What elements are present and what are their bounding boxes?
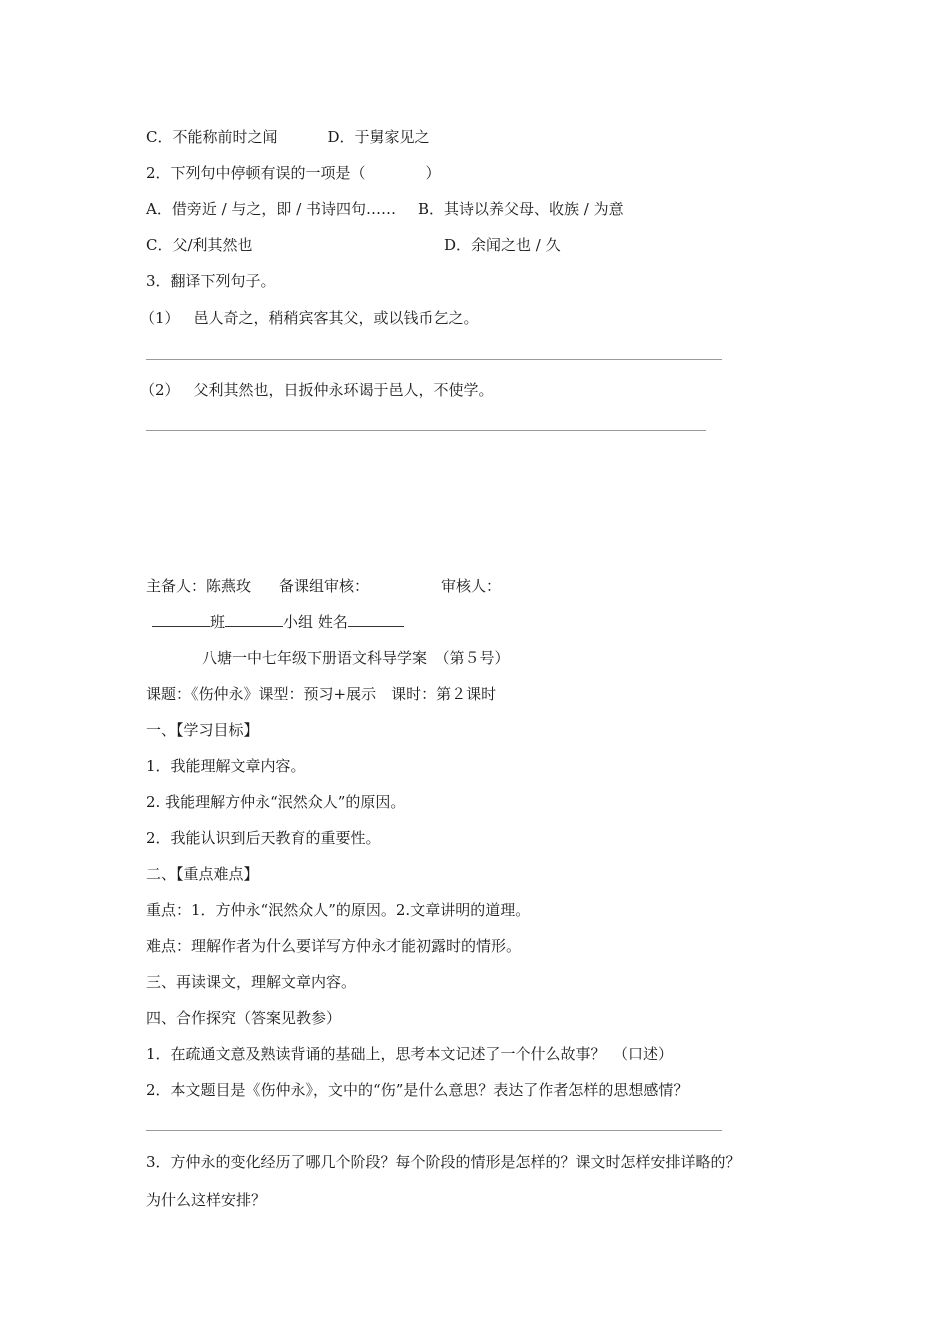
class-blank[interactable]: [152, 612, 210, 627]
section-4-heading: 四、合作探究（答案见教参）: [146, 1009, 342, 1027]
q3-sentence-1-text: 邑人奇之，稍稍宾客其父，或以钱币乞之。: [193, 309, 479, 327]
q3-sentence-1-number: （1）: [140, 309, 180, 327]
key-point: 重点：1．方仲永“泯然众人”的原因。2.文章讲明的道理。: [146, 901, 531, 919]
name-blank[interactable]: [348, 612, 404, 627]
inquiry-question-1: 1．在疏通文意及熟读背诵的基础上，思考本文记述了一个什么故事？ （口述）: [146, 1045, 674, 1063]
preparer: 主备人：陈燕玫: [146, 577, 252, 595]
objective-item: 1．我能理解文章内容。: [146, 757, 306, 775]
group-blank[interactable]: [225, 612, 283, 627]
answer-line-1[interactable]: [146, 359, 722, 360]
q3-sentence-2-number: （2）: [140, 381, 180, 399]
answer-line-3[interactable]: [146, 1130, 722, 1131]
inquiry-question-2: 2．本文题目是《伤仲永》，文中的“伤”是什么意思？表达了作者怎样的思想感情？: [146, 1081, 689, 1099]
section-2-heading: 二、【重点难点】: [146, 865, 259, 883]
doc-title: 八塘一中七年级下册语文科导学案 （第５号）: [202, 649, 510, 667]
difficult-point: 难点：理解作者为什么要详写方仲永才能初露时的情形。: [146, 937, 522, 955]
group-review: 备课组审核：: [279, 577, 370, 595]
q2-options-ab: [146, 199, 624, 219]
inquiry-question-3-line-2: 为什么这样安排？: [146, 1191, 267, 1209]
reviewer: 审核人：: [441, 577, 502, 595]
answer-line-2[interactable]: [146, 430, 706, 431]
section-1-heading: 一、【学习目标】: [146, 721, 259, 739]
q3-sentence-1: [140, 308, 479, 328]
q1-option-c: C．不能称前时之闻: [146, 128, 278, 146]
objective-item: 2．我能认识到后天教育的重要性。: [146, 829, 381, 847]
q2-options-cd: [146, 235, 561, 255]
q3-sentence-2: [140, 380, 494, 400]
class-line: [152, 612, 404, 632]
inquiry-question-3-line-1: 3．方仲永的变化经历了哪几个阶段？每个阶段的情形是怎样的？课文时怎样安排详略的？: [146, 1153, 741, 1171]
q2-option-d: D．余闻之也 / 久: [444, 236, 561, 254]
lesson-info: 课题：《伤仲永》课型：预习+展示 课时：第２课时: [146, 685, 497, 703]
q2-option-c: C．父/利其然也: [146, 236, 253, 254]
q1-options-cd: [146, 127, 430, 147]
section-3-heading: 三、再读课文，理解文章内容。: [146, 973, 357, 991]
name-label: 姓名: [317, 613, 348, 631]
objective-item: 2. 我能理解方仲永“泯然众人”的原因。: [146, 793, 406, 811]
q3-sentence-2-text: 父利其然也，日扳仲永环谒于邑人，不使学。: [193, 381, 494, 399]
sheet-header: [146, 576, 501, 596]
class-label: 班: [210, 613, 226, 631]
q2-option-b: B．其诗以养父母、收族 / 为意: [418, 200, 624, 218]
q2-stem: 2．下列句中停顿有误的一项是（ ）: [146, 164, 441, 182]
q1-option-d: D．于舅家见之: [327, 128, 430, 146]
q2-option-a: A．借旁近 / 与之，即 / 书诗四句……: [146, 200, 397, 218]
group-label: 小组: [283, 613, 314, 631]
q3-stem: 3．翻译下列句子。: [146, 272, 276, 290]
